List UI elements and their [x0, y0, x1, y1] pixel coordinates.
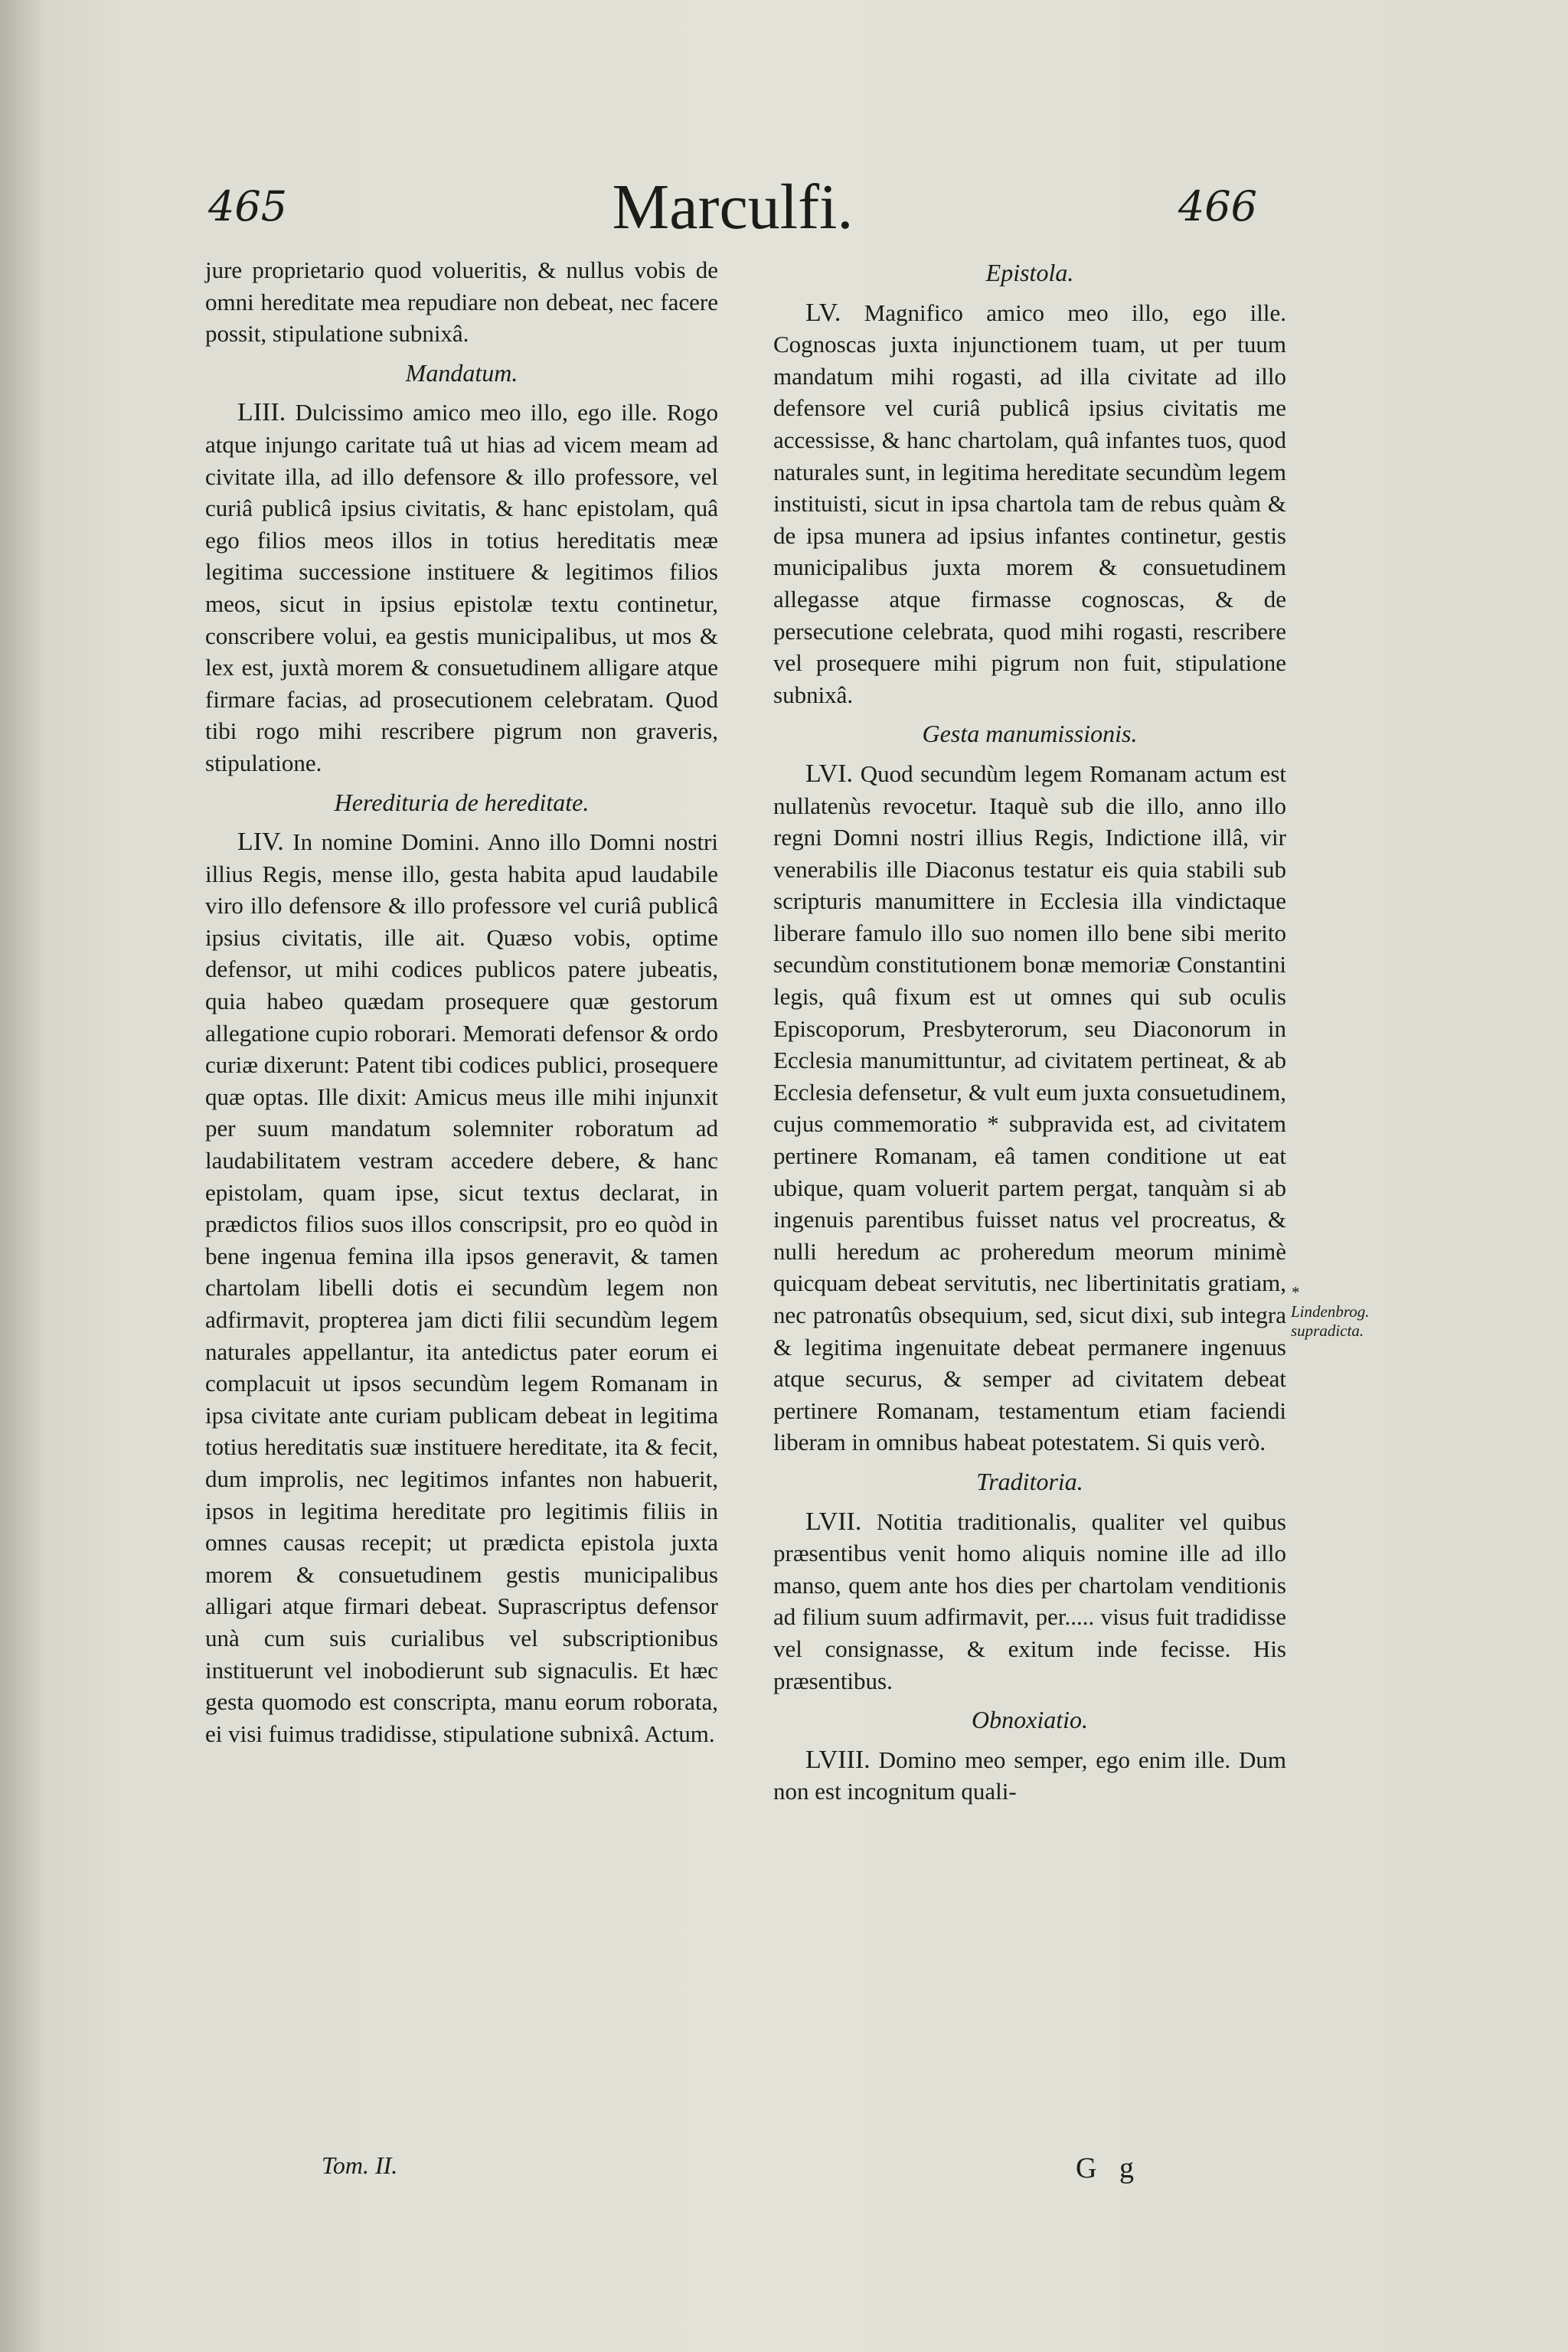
- paragraph-liii: [205, 397, 718, 779]
- section-heading-mandatum: Mandatum.: [405, 358, 518, 387]
- section-number: LVI.: [805, 759, 854, 788]
- section-heading-traditoria: Traditoria.: [976, 1467, 1083, 1495]
- paragraph-text: Magnifico amico meo illo, ego ille. Cognoscas juxta injunctionem tuam, ut per tuum mandatum mihi rogasti, ad illa civitate ad illo defensore vel curiâ publicâ ipsius civitatis me accessisse, & hanc chartolam, quâ infantes tuos, quod naturales sunt, in legitima hereditate secundùm legem instituisti, sicut in ipsa chartola tam de rebus quàm & de ipsa munera ad ipsius infantes continetur, gestis municipalibus juxta morem & consuetudinem allegasse atque firmasse cognoscas, & de persecutione celebrata, quod mihi rogasti, rescribere vel prosequere mihi pigrum non fuit, stipulatione subnixâ.: [773, 299, 1286, 708]
- margin-note: * Lindenbrog. supradicta.: [1291, 1283, 1370, 1340]
- paragraph-text: In nomine Domini. Anno illo Domni nostri illius Regis, mense illo, gesta habita apud laudabile viro illo defensore & illo professore vel curiâ publicâ ipsius civitatis, ille ait. Quæso vobis, optime defensor, ut mihi codices publicos patere jubeatis, quia habeo quædam prosequere quæ gestorum allegatione cupio roborari. Memorati defensor & ordo curiæ dixerunt: Patent tibi codices publici, prosequere quæ optas. Ille dixit: Amicus meus ille mihi injunxit per suum mandatum solemniter roboratum ad laudabilitatem vestram accedere debere, & hanc epistolam, quam ipse, sicut textus declarat, in prædictos filios suos illos conscripsit, pro eo quòd in bene ingenua femina illa ipsos generavit, & tamen chartolam libelli dotis ei secundùm legem non adfirmavit, propterea jam dicti filii secundùm legem naturales appellantur, ita antedictus pater eorum ei complacuit ut ipsos secundùm legem Romanam in ipsa civitate ante curiam publicam debeat in legitima totius hereditatis suæ instituere hereditate, ita & fecit, dum improlis, nec legitimos infantes non habuerit, ipsos in legitima hereditate pro legitimis filiis in omnes causas recepit; ut prædicta epistola juxta morem & consuetudinem gestis municipalibus alligari atque firmari debeat. Suprascriptus defensor unà cum suis curialibus vel subscriptionibus instituerunt vel inobodierunt sub signaculis. Et hæc gesta quomodo est conscripta, manu eorum roborata, ei visi fuimus tradidisse, stipulatione subnixâ. Actum.: [205, 828, 718, 1747]
- gutter-shadow: [0, 0, 46, 2352]
- paragraph-text: Quod secundùm legem Romanam actum est nullatenùs revocetur. Itaquè sub die illo, anno illo regni Domni nostri illius Regis, Indictione illâ, vir venerabilis ille Diaconus testatur eis quia stabili sub scripturis manumittere in Ecclesia illa vindictaque liberare famulo illo suo nomen illo bene sibi merito secundùm constitutionem bonæ memoriæ Constantini legis, quâ fixum est ut omnes qui sub oculis Episcoporum, Presbyterorum, seu Diaconorum in Ecclesia manumittuntur, ad civitatem pertineat, & ab Ecclesia defensetur, & vult eum juxta consuetudinem, cujus commemoratio * subpravida est, ad civitatem pertinere Romanam, eâ tamen conditione ut eat ubique, quam voluerit partem pergat, tanquàm si ab ingenuis parentibus fuisset natus vel procreatus, & nulli heredum ac proheredum meorum minimè quicquam debeat servitutis, nec libertinitatis gratiam, nec patronatûs obsequium, sed, sicut dixi, sub integra & legitima ingenuitate debeat permanere ingenuus atque securus, & semper ad civitatem debeat pertinere Romanam, testamentum etiam faciendi liberam in omnibus habeat potestatem. Si quis verò.: [773, 760, 1286, 1456]
- signature-mark: G g: [1076, 2152, 1142, 2184]
- section-number: LIII.: [237, 398, 286, 427]
- paragraph-liv: [205, 826, 718, 1749]
- paragraph-continuation: jure proprietario quod volueritis, & nullus vobis de omni hereditate mea repudiare non debeat, nec facere possit, stipulatione subnixâ.: [205, 256, 718, 348]
- paragraph-lvi: [773, 758, 1286, 1459]
- paragraph-lvii: [773, 1506, 1286, 1697]
- section-heading-epistola: Epistola.: [985, 259, 1074, 286]
- section-number: LV.: [805, 298, 841, 327]
- page-header: [208, 170, 1257, 254]
- paragraph-text: Notitia traditionalis, qualiter vel quibus præsentibus venit homo aliquis nomine ille ad illo manso, quem ante hos dies per chartolam venditionis ad filium suum adfirmavit, per..... visus fuit tradidisse vel consignasse, & exitum inde fecisse. His præsentibus.: [773, 1508, 1286, 1694]
- page-number-left: 465: [208, 182, 288, 230]
- section-number: LVIII.: [805, 1745, 871, 1774]
- section-heading-obnoxiatio: Obnoxiatio.: [972, 1706, 1088, 1734]
- paragraph-text: Dulcissimo amico meo illo, ego ille. Rogo atque injungo caritate tuâ ut hias ad vicem meam ad civitate illa, ad illo defensore & illo professore, vel curiâ publicâ ipsius civitatis, & hanc epistolam, quâ ego filios meos illos in totius hereditatis meæ legitima successione instituere & legitimos filios meos, sicut in ipsius epistolæ textu continetur, conscribere volui, ea gestis municipalibus, ut mos & lex est, juxtà morem & consuetudinem alligare atque firmare facias, ad prosecutionem celebratam. Quod tibi rogo mihi rescribere pigrum non graveris, stipulatione.: [205, 399, 719, 776]
- section-number: LVII.: [805, 1507, 862, 1536]
- volume-label: Tom. II.: [322, 2151, 398, 2179]
- paragraph-lviii: [773, 1744, 1286, 1808]
- paragraph-lv: [773, 297, 1286, 711]
- running-title: Marculfi.: [612, 172, 854, 243]
- right-column: [773, 254, 1286, 1808]
- section-heading-gesta: Gesta manumissionis.: [922, 720, 1138, 748]
- section-number: LIV.: [237, 828, 284, 857]
- left-column: [205, 254, 718, 1749]
- section-heading-heredituria: Heredituria de hereditate.: [334, 788, 590, 816]
- page-number-right: 466: [1178, 182, 1257, 230]
- paragraph-text: Domino meo semper, ego enim ille. Dum non est incognitum quali-: [773, 1746, 1286, 1805]
